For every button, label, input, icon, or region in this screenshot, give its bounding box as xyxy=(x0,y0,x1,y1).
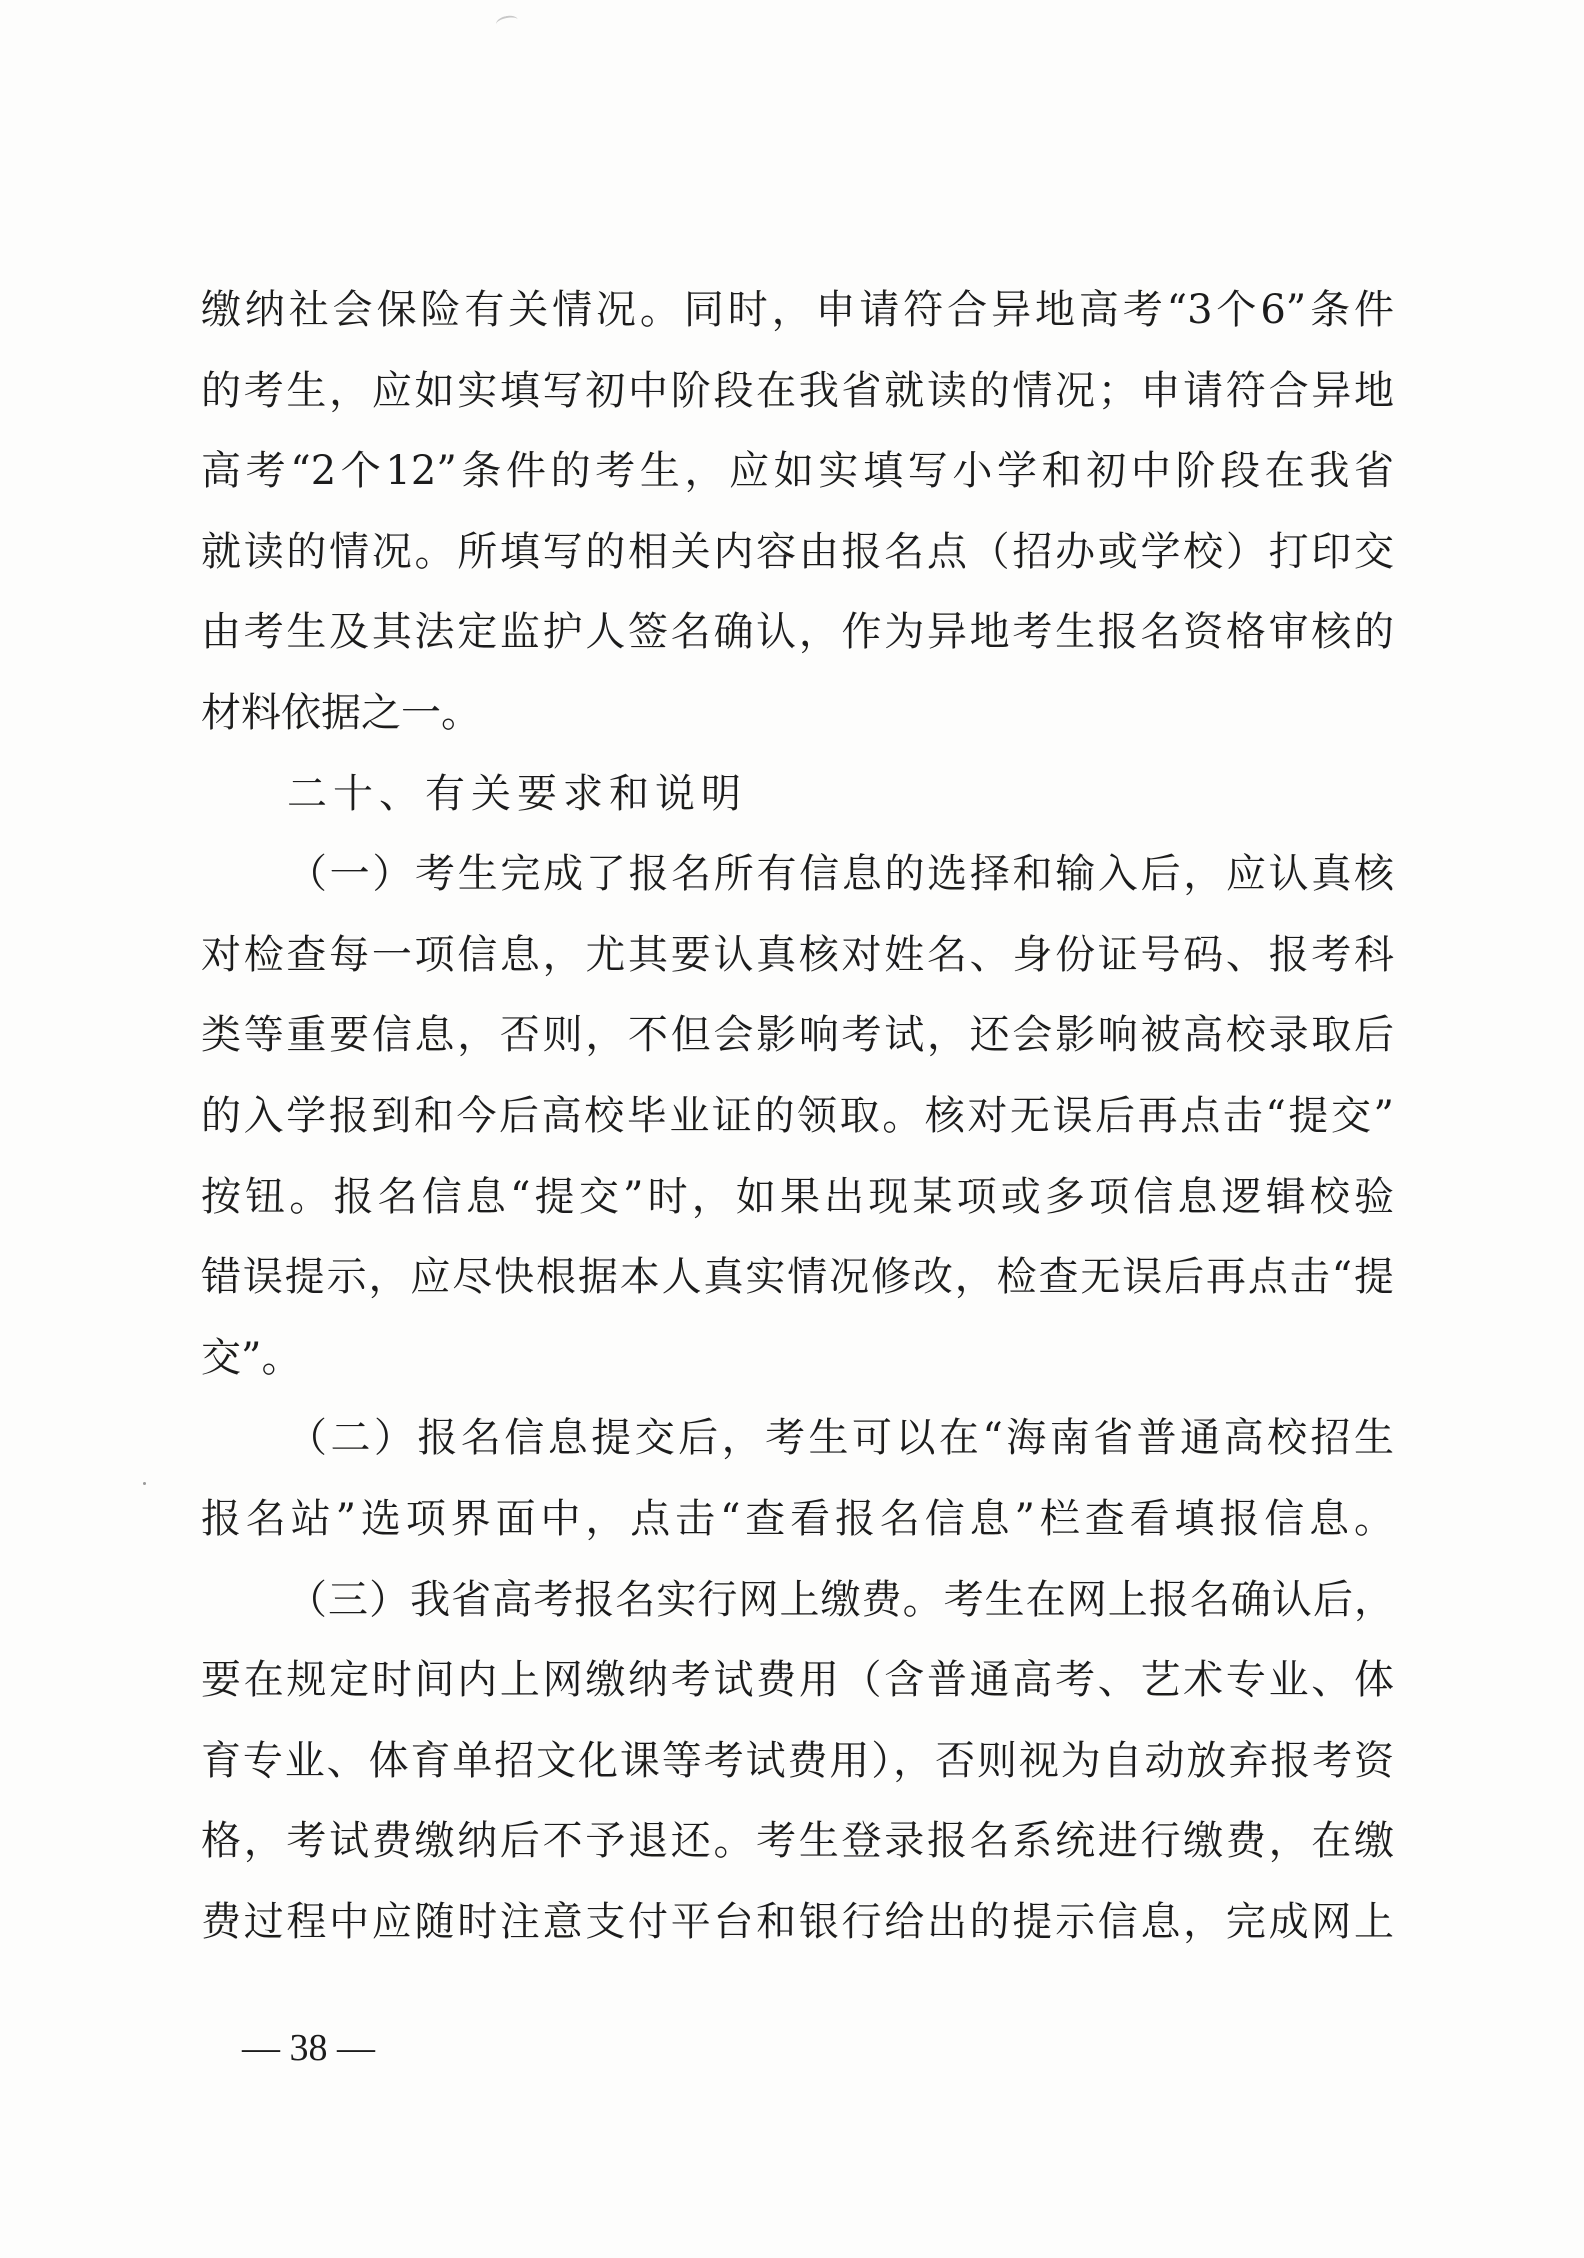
body-line: 材料依据之一。 xyxy=(201,689,481,736)
body-line: 育专业、体育单招文化课等考试费用），否则视为自动放弃报考资 xyxy=(201,1737,1394,1784)
body-line: 高考“2个12”条件的考生，应如实填写小学和初中阶段在我省 xyxy=(201,448,1394,495)
scan-artifact xyxy=(495,14,519,30)
page-number: — 38 — xyxy=(242,2027,375,2069)
body-line: 费过程中应随时注意支付平台和银行给出的提示信息，完成网上 xyxy=(201,1898,1394,1945)
body-line: 缴纳社会保险有关情况。同时，申请符合异地高考“3个6”条件 xyxy=(201,287,1394,333)
section-heading: 二十、有关要求和说明 xyxy=(287,770,747,817)
body-line: 报名站”选项界面中，点击“查看报名信息”栏查看填报信息。 xyxy=(201,1495,1394,1542)
body-line: 按钮。报名信息“提交”时，如果出现某项或多项信息逻辑校验 xyxy=(201,1173,1394,1220)
body-line: （二）报名信息提交后，考生可以在“海南省普通高校招生 xyxy=(287,1415,1394,1462)
body-line: （三）我省高考报名实行网上缴费。考生在网上报名确认后， xyxy=(287,1576,1394,1623)
body-line: 格，考试费缴纳后不予退还。考生登录报名系统进行缴费，在缴 xyxy=(201,1818,1394,1865)
body-text xyxy=(201,270,1394,1962)
body-line: 错误提示，应尽快根据本人真实情况修改，检查无误后再点击“提 xyxy=(201,1254,1394,1301)
scan-artifact xyxy=(143,1482,146,1485)
body-line: 的入学报到和今后高校毕业证的领取。核对无误后再点击“提交” xyxy=(201,1092,1394,1139)
body-line: （一）考生完成了报名所有信息的选择和输入后，应认真核 xyxy=(287,851,1394,898)
body-line: 由考生及其法定监护人签名确认，作为异地考生报名资格审核的 xyxy=(201,609,1394,656)
body-line: 的考生，应如实填写初中阶段在我省就读的情况；申请符合异地 xyxy=(201,367,1394,414)
body-line: 要在规定时间内上网缴纳考试费用（含普通高考、艺术专业、体 xyxy=(201,1657,1394,1704)
body-line: 就读的情况。所填写的相关内容由报名点（招办或学校）打印交 xyxy=(201,528,1394,575)
body-line: 对检查每一项信息，尤其要认真核对姓名、身份证号码、报考科 xyxy=(201,931,1394,978)
body-line: 类等重要信息，否则，不但会影响考试，还会影响被高校录取后 xyxy=(201,1012,1394,1059)
body-line: 交”。 xyxy=(201,1334,302,1381)
